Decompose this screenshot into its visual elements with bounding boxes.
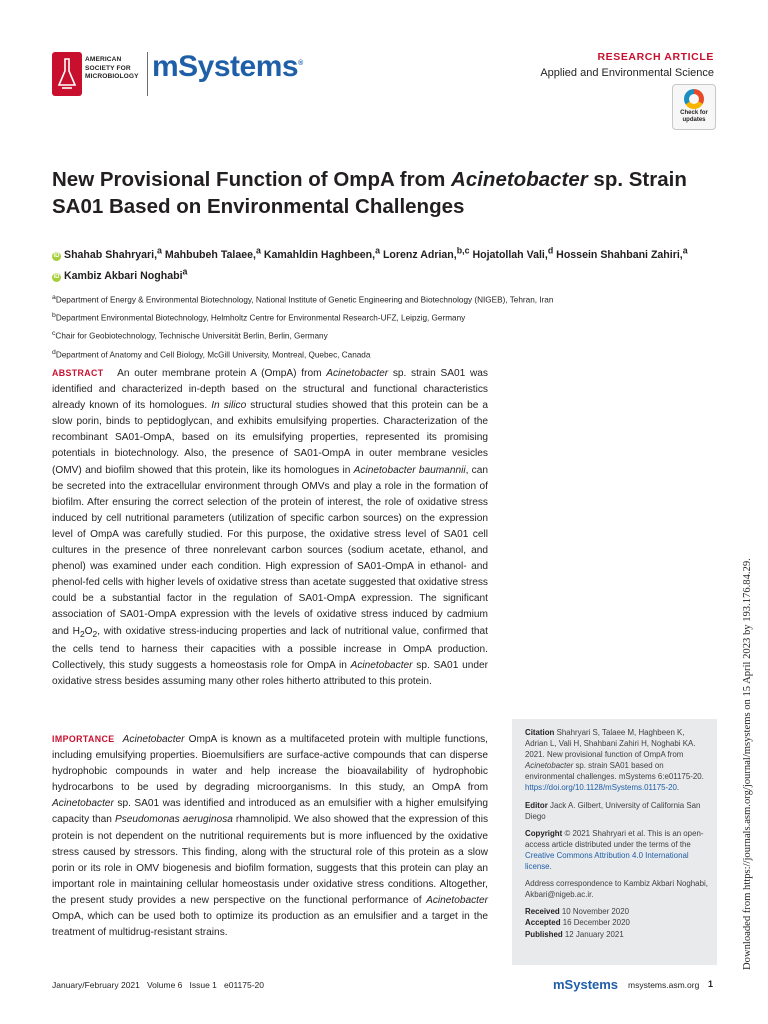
- importance-label: IMPORTANCE: [52, 734, 115, 744]
- author-list: [52, 242, 712, 285]
- abstract-label: ABSTRACT: [52, 368, 104, 378]
- affiliation-d: $^d$Department of Anatomy and Cell Biology, McGill University, Montreal, Quebec, Canada: [52, 348, 371, 360]
- asm-wordmark: AMERICAN SOCIETY FOR MICROBIOLOGY: [85, 56, 139, 81]
- article-type-label: RESEARCH ARTICLE: [597, 51, 714, 63]
- editor-block: Editor Jack A. Gilbert, University of California San Diego: [525, 800, 701, 821]
- msystems-logo[interactable]: mSystems®: [152, 50, 303, 83]
- citation-block: Citation Shahryari S, Talaee M, Haghbeen K, Adrian L, Vali H, Shahbani Zahiri H, Noghabi KA. 2021. New provisional function of OmpA from Acinetobacter sp. strain SA01 based on environmental challenges. mSystems 6:e01175-20. https://doi.org/10.1128/mSystems.01175-20.: [525, 728, 704, 793]
- check-for-updates-button[interactable]: Check for updates: [672, 84, 716, 130]
- author-name: Lorenz Adrian,$^{b,c}$: [382, 245, 470, 261]
- orcid-icon[interactable]: iD: [53, 252, 60, 259]
- author-name: Hossein Shahbani Zahiri,$^a$: [556, 245, 688, 261]
- doi-link[interactable]: https://doi.org/10.1128/mSystems.01175-20: [525, 783, 677, 793]
- check-updates-icon: [684, 89, 704, 109]
- license-link[interactable]: Creative Commons Attribution 4.0 International license: [525, 850, 689, 872]
- citation-sidebar: [512, 719, 717, 965]
- correspondence-block: Address correspondence to Kambiz Akbari Noghabi, Akbari@nigeb.ac.ir.: [525, 879, 708, 900]
- affiliation-a: $^a$Department of Energy & Environmental Biotechnology, National Institute of Genetic Engineering and Biotechnology (NIGEB), Tehran, Iran: [52, 294, 554, 305]
- importance-paragraph: IMPORTANCE Acinetobacter OmpA is known as a multifaceted protein with multiple functions, including emulsifying properties. Bioemulsifiers are surface-active compounds that can disperse hydrophobic compounds in water and help increase the bioavailability of hydrophobic hydrocarbons to be used by degrading microorganisms. In this study, an OmpA from Acinetobacter sp. SA01 was identified and introduced as an emulsifier with a higher emulsifying capacity than Pseudomonas aeruginosa rhamnolipid. We also showed that the expression of this protein is not dependent on the nutritional requirements but is more influenced by the oxidative stress caused by stressors. This finding, along with the structural role of this protein as a slow porin or its role in OMV biogenesis and biofilm formation, suggests that this protein can play an important role in maintaining cellular homeostasis under oxidative stress conditions. Altogether, the present study provides a new perspective on the functional performance of Acinetobacter OmpA, which can be used both to optimize its production as an emulsifier and a target in the treatment of multidrug-resistant strains.: [52, 734, 489, 939]
- page-number: 1: [708, 979, 714, 989]
- download-watermark: Downloaded from https://journals.asm.org/journal/msystems on 15 April 2023 by 193.176.84.29.: [742, 558, 753, 970]
- affiliation-b: $^b$Department Environmental Biotechnology, Helmholtz Centre for Environmental Research-UFZ, Leipzig, Germany: [52, 312, 466, 323]
- author-name: Hojatollah Vali,$^d$: [472, 245, 554, 261]
- header-divider: [147, 52, 148, 96]
- author-name: iD Kambiz Akbari Noghabi$^a$: [53, 266, 188, 283]
- published-date: Published 12 January 2021: [525, 929, 624, 939]
- affiliation-c: $^c$Chair for Geobiotechnology, Technische Universität Berlin, Berlin, Germany: [52, 330, 328, 342]
- author-name: Kamahldin Haghbeen,$^a$: [263, 245, 380, 261]
- issue-info: January/February 2021 Volume 6 Issue 1 e01175-20: [52, 980, 265, 990]
- author-name: Mahbubeh Talaee,$^a$: [164, 245, 261, 261]
- footer-msystems-logo[interactable]: mSystems: [553, 977, 619, 992]
- article-title: New Provisional Function of OmpA from Acinetobacter sp. Strain SA01 Based on Environmental Challenges: [52, 168, 687, 218]
- asm-flask-icon: [52, 52, 82, 96]
- received-date: Received 10 November 2020: [525, 907, 629, 917]
- accepted-date: Accepted 16 December 2020: [525, 918, 630, 928]
- abstract-paragraph: ABSTRACT An outer membrane protein A (OmpA) from Acinetobacter sp. strain SA01 was identified and characterized in-depth based on the structural and functional characteristics already known of its homologues. In silico structural studies showed that this protein can be a slow porin, binds to peptidoglycan, and exhibits emulsifying properties. Characterization of the recombinant SA01-OmpA, based on its emulsifying properties, represented its promising potentials in biotechnology. Also, the presence of SA01-OmpA in outer membrane vesicles (OMV) and biofilm showed that this protein, like its homologues in Acinetobacter baumannii, can be secreted into the extracellular environment through OMVs and play a role in the formation of biofilm. After ensuring the correct selection of the protein of interest, the role of oxidative stress induced by cell nutritional parameters (utilization of specific carbon sources) on the expression level of OmpA was carefully studied. For this purpose, the oxidative stress level of SA01 cell cultures in the presence of three nonrelevant carbon sources (sodium acetate, ethanol, and phenol) was examined under each condition. High expression of SA01-OmpA in ethanol- and phenol-fed cells with higher levels of oxidative stress than acetate suggested that oxidative stress could be a substantial factor in the regulation of SA01-OmpA expression. The significant association of SA01-OmpA expression with the levels of oxidative stress induced by cadmium and $H_2O_2$, with oxidative stress-inducing properties and lack of nutritional value, confirmed that the cells tend to harness their capacities with a possible increase in OmpA production. Collectively, this study suggests a homeostasis role for OmpA in Acinetobacter sp. SA01 under oxidative stress besides assuming many other roles hitherto attributed to this protein.: [52, 368, 489, 687]
- copyright-block: Copyright © 2021 Shahryari et al. This is an open-access article distributed under the terms of the Creative Commons Attribution 4.0 International license.: [525, 828, 704, 872]
- journal-url-link[interactable]: msystems.asm.org: [628, 980, 700, 990]
- orcid-icon[interactable]: iD: [53, 274, 60, 281]
- affiliations: [52, 290, 692, 363]
- author-name: iD Shahab Shahryari,$^a$: [53, 245, 162, 261]
- section-label: Applied and Environmental Science: [540, 67, 714, 79]
- asm-logo: [52, 52, 144, 98]
